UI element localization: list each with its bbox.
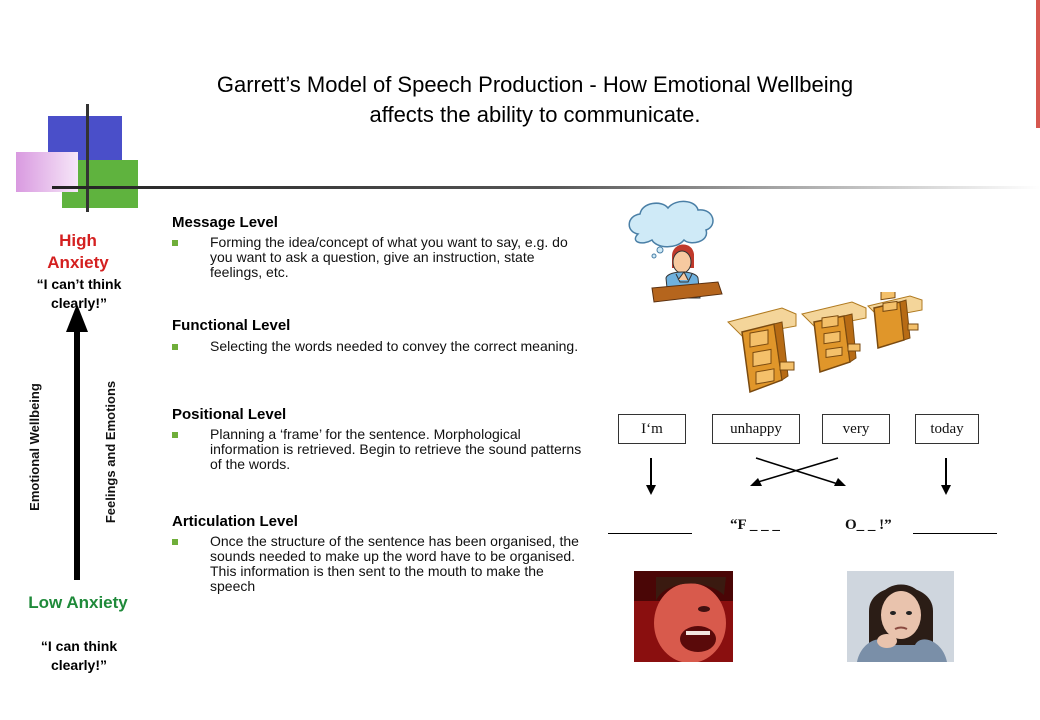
bullet-icon xyxy=(172,344,178,350)
axis-arrowhead xyxy=(66,304,88,332)
functional-level-heading: Functional Level xyxy=(172,317,291,334)
word-box: unhappy xyxy=(712,414,800,444)
positional-level-text: Planning a ‘frame’ for the sentence. Morphological information is retrieved. Begin to retrieve the sound patterns of the words. xyxy=(210,426,582,472)
sad-person-photo xyxy=(847,571,954,662)
slide-title xyxy=(130,70,940,130)
feelings-emotions-label: Feelings and Emotions xyxy=(103,380,118,524)
anxiety-axis-arrow xyxy=(74,330,80,580)
word-box: today xyxy=(915,414,979,444)
emotional-wellbeing-label: Emotional Wellbeing xyxy=(27,383,42,511)
articulation-level-text: Once the structure of the sentence has been organised, the sounds needed to make up the word have to be organised. This information is then sent to the mouth to make the speech xyxy=(210,533,579,594)
utterance-part-2: O_ _ !” xyxy=(845,517,892,533)
decorative-vertical-line xyxy=(86,104,89,212)
high-anxiety-quote: “I can’t think clearly!” xyxy=(36,276,122,311)
articulation-level-heading: Articulation Level xyxy=(172,513,298,530)
filing-cabinets-icon xyxy=(722,292,950,396)
edge-accent xyxy=(1036,0,1040,128)
bullet-icon xyxy=(172,432,178,438)
title-line-1: Garrett’s Model of Speech Production - How Emotional Wellbeing xyxy=(216,72,854,97)
arrowhead xyxy=(941,485,951,495)
arrowhead xyxy=(646,485,656,495)
functional-level-text: Selecting the words needed to convey the correct meaning. xyxy=(210,338,579,354)
bullet-icon xyxy=(172,240,178,246)
arrow-line xyxy=(945,458,947,486)
positional-level-heading: Positional Level xyxy=(172,406,287,423)
word-box: very xyxy=(822,414,890,444)
title-line-2: affects the ability to communicate. xyxy=(369,102,701,127)
bullet-icon xyxy=(172,539,178,545)
angry-person-photo xyxy=(634,571,733,662)
message-level-text: Forming the idea/concept of what you want to say, e.g. do you want to ask a question, give an instruction, state feelings, etc. xyxy=(210,234,568,280)
word-swap-arrows xyxy=(748,450,848,490)
low-anxiety-label: Low Anxiety xyxy=(28,593,128,612)
word-box: I‘m xyxy=(618,414,686,444)
message-level-heading: Message Level xyxy=(172,214,278,231)
blank-line xyxy=(913,533,997,534)
high-anxiety-label: High Anxiety xyxy=(47,231,109,272)
decorative-horizontal-rule xyxy=(52,186,1040,189)
thinking-person-icon xyxy=(618,198,728,306)
low-anxiety-quote: “I can think clearly!” xyxy=(40,638,118,673)
arrow-line xyxy=(650,458,652,486)
utterance-part-1: “F _ _ _ xyxy=(730,517,780,533)
blank-line xyxy=(608,533,692,534)
